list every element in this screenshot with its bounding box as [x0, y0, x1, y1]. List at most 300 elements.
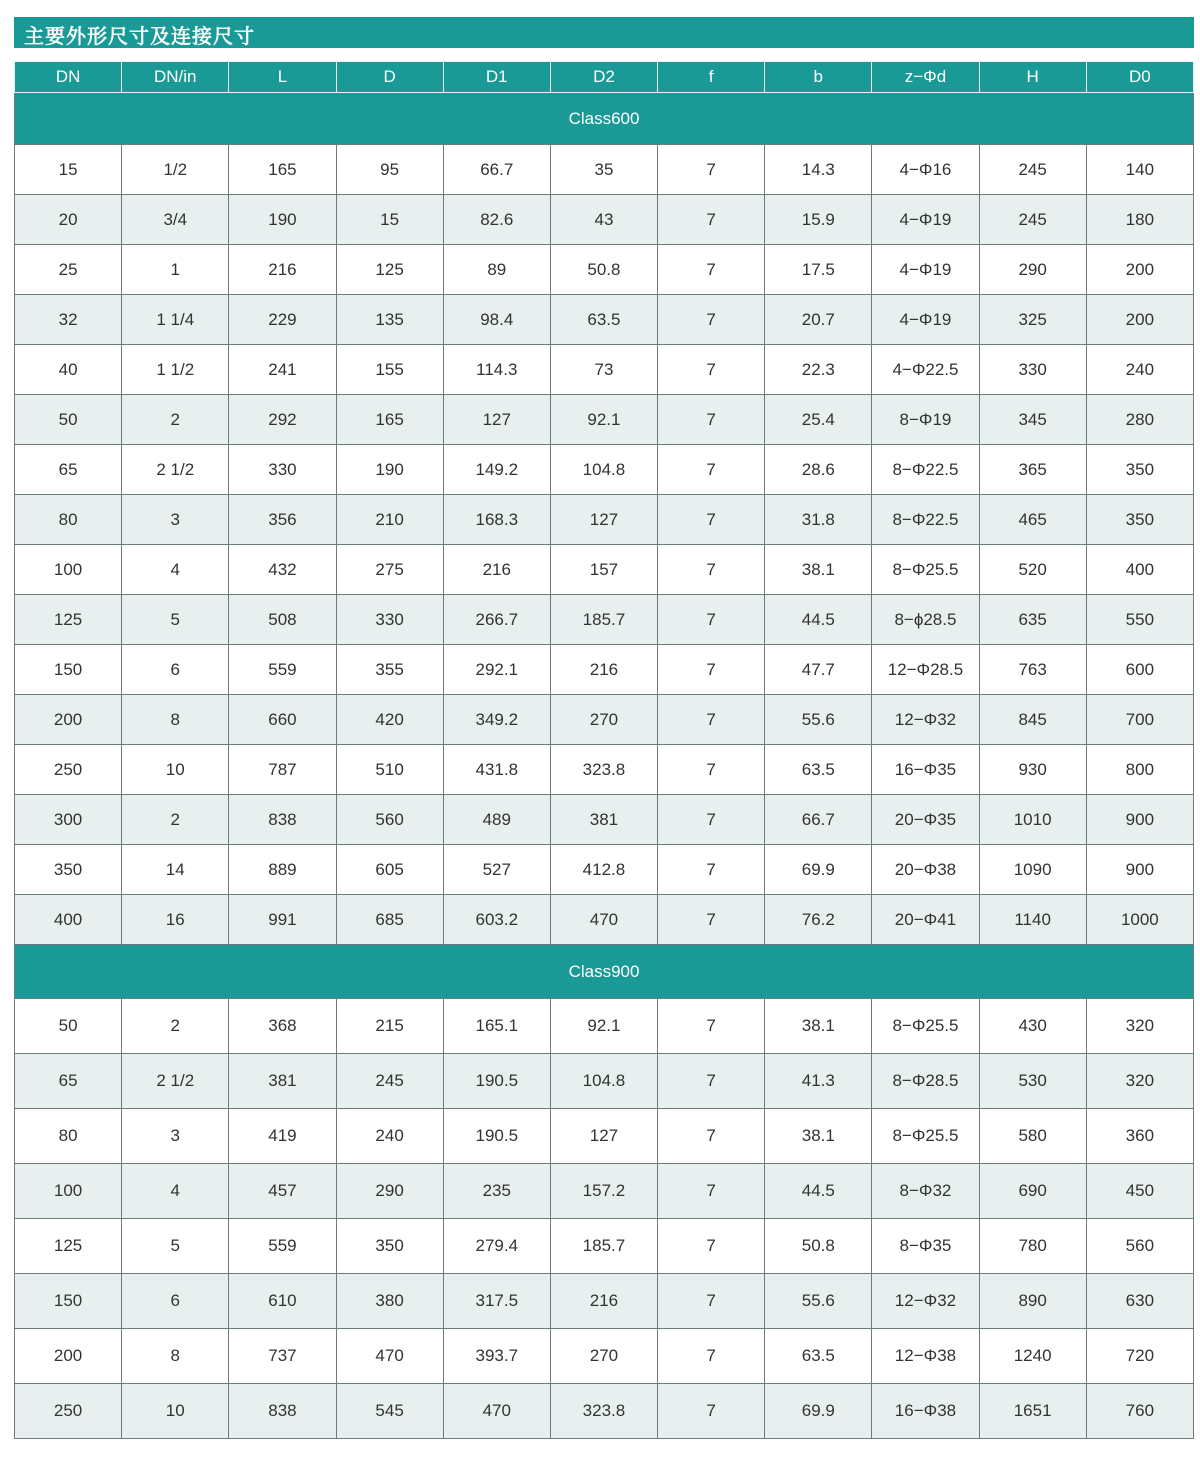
table-cell: 266.7 [443, 595, 550, 645]
table-row [15, 1329, 1194, 1384]
title-bar [14, 17, 1194, 48]
table-cell: 431.8 [443, 745, 550, 795]
column-header: D1 [443, 62, 550, 93]
table-row [15, 999, 1194, 1054]
table-cell: 95 [336, 145, 443, 195]
table-cell: 50 [15, 999, 122, 1054]
table-cell: 350 [1086, 445, 1193, 495]
table-cell: 89 [443, 245, 550, 295]
table-cell: 12−Φ38 [872, 1329, 979, 1384]
table-cell: 65 [15, 1054, 122, 1109]
table-cell: 465 [979, 495, 1086, 545]
table-cell: 104.8 [550, 1054, 657, 1109]
table-cell: 8−Φ25.5 [872, 1109, 979, 1164]
table-cell: 610 [229, 1274, 336, 1329]
table-cell: 210 [336, 495, 443, 545]
table-cell: 470 [443, 1384, 550, 1439]
table-cell: 420 [336, 695, 443, 745]
table-cell: 280 [1086, 395, 1193, 445]
table-cell: 100 [15, 1164, 122, 1219]
table-cell: 47.7 [765, 645, 872, 695]
page-title: 主要外形尺寸及连接尺寸 [24, 24, 255, 48]
table-cell: 787 [229, 745, 336, 795]
table-cell: 114.3 [443, 345, 550, 395]
table-cell: 235 [443, 1164, 550, 1219]
table-cell: 63.5 [765, 745, 872, 795]
table-cell: 65 [15, 445, 122, 495]
table-cell: 323.8 [550, 745, 657, 795]
table-cell: 270 [550, 1329, 657, 1384]
table-cell: 4 [122, 545, 229, 595]
table-cell: 127 [550, 495, 657, 545]
table-cell: 685 [336, 895, 443, 945]
table-cell: 73 [550, 345, 657, 395]
column-header: D2 [550, 62, 657, 93]
table-row [15, 1054, 1194, 1109]
table-cell: 190.5 [443, 1054, 550, 1109]
table-cell: 165.1 [443, 999, 550, 1054]
table-row [15, 745, 1194, 795]
table-cell: 1/2 [122, 145, 229, 195]
table-cell: 838 [229, 795, 336, 845]
table-cell: 190.5 [443, 1109, 550, 1164]
table-cell: 7 [658, 999, 765, 1054]
table-cell: 550 [1086, 595, 1193, 645]
table-cell: 55.6 [765, 695, 872, 745]
table-cell: 7 [658, 395, 765, 445]
table-cell: 92.1 [550, 395, 657, 445]
table-cell: 279.4 [443, 1219, 550, 1274]
table-cell: 7 [658, 1274, 765, 1329]
table-cell: 185.7 [550, 595, 657, 645]
table-cell: 28.6 [765, 445, 872, 495]
table-cell: 14 [122, 845, 229, 895]
table-cell: 7 [658, 845, 765, 895]
table-cell: 98.4 [443, 295, 550, 345]
table-cell: 200 [15, 1329, 122, 1384]
table-cell: 149.2 [443, 445, 550, 495]
table-cell: 381 [229, 1054, 336, 1109]
table-cell: 31.8 [765, 495, 872, 545]
table-cell: 3/4 [122, 195, 229, 245]
table-cell: 44.5 [765, 595, 872, 645]
table-cell: 7 [658, 1384, 765, 1439]
table-cell: 7 [658, 795, 765, 845]
table-row [15, 345, 1194, 395]
table-cell: 15 [336, 195, 443, 245]
section-label: Class900 [15, 945, 1194, 999]
table-cell: 8−Φ32 [872, 1164, 979, 1219]
table-cell: 200 [1086, 295, 1193, 345]
table-cell: 300 [15, 795, 122, 845]
table-cell: 104.8 [550, 445, 657, 495]
column-header: z−Φd [872, 62, 979, 93]
table-cell: 330 [336, 595, 443, 645]
table-cell: 350 [336, 1219, 443, 1274]
table-cell: 600 [1086, 645, 1193, 695]
table-cell: 8−Φ25.5 [872, 999, 979, 1054]
table-cell: 8−ϕ28.5 [872, 595, 979, 645]
table-cell: 185.7 [550, 1219, 657, 1274]
table-cell: 838 [229, 1384, 336, 1439]
table-row [15, 895, 1194, 945]
table-cell: 690 [979, 1164, 1086, 1219]
table-cell: 150 [15, 1274, 122, 1329]
table-cell: 38.1 [765, 1109, 872, 1164]
table-cell: 250 [15, 745, 122, 795]
table-cell: 1140 [979, 895, 1086, 945]
table-cell: 559 [229, 1219, 336, 1274]
table-cell: 12−Φ28.5 [872, 645, 979, 695]
table-cell: 40 [15, 345, 122, 395]
table-cell: 430 [979, 999, 1086, 1054]
table-cell: 135 [336, 295, 443, 345]
table-cell: 12−Φ32 [872, 695, 979, 745]
table-cell: 400 [15, 895, 122, 945]
table-cell: 760 [1086, 1384, 1193, 1439]
table-cell: 7 [658, 695, 765, 745]
table-cell: 7 [658, 1164, 765, 1219]
table-cell: 200 [15, 695, 122, 745]
table-cell: 345 [979, 395, 1086, 445]
table-cell: 25.4 [765, 395, 872, 445]
table-cell: 845 [979, 695, 1086, 745]
table-cell: 216 [550, 645, 657, 695]
table-cell: 16 [122, 895, 229, 945]
table-cell: 270 [550, 695, 657, 745]
table-cell: 700 [1086, 695, 1193, 745]
table-cell: 4−Φ19 [872, 195, 979, 245]
table-cell: 7 [658, 645, 765, 695]
table-cell: 393.7 [443, 1329, 550, 1384]
table-cell: 7 [658, 1054, 765, 1109]
table-cell: 10 [122, 745, 229, 795]
table-cell: 1000 [1086, 895, 1193, 945]
table-cell: 20 [15, 195, 122, 245]
table-cell: 470 [336, 1329, 443, 1384]
table-cell: 127 [443, 395, 550, 445]
table-cell: 5 [122, 595, 229, 645]
table-cell: 66.7 [765, 795, 872, 845]
table-cell: 20−Φ35 [872, 795, 979, 845]
table-cell: 100 [15, 545, 122, 595]
table-cell: 2 1/2 [122, 1054, 229, 1109]
table-cell: 559 [229, 645, 336, 695]
table-cell: 7 [658, 295, 765, 345]
table-cell: 22.3 [765, 345, 872, 395]
table-cell: 3 [122, 495, 229, 545]
column-header: D0 [1086, 62, 1193, 93]
table-cell: 991 [229, 895, 336, 945]
table-row [15, 795, 1194, 845]
table-cell: 4 [122, 1164, 229, 1219]
table-cell: 355 [336, 645, 443, 695]
column-header: DN [15, 62, 122, 93]
table-cell: 1090 [979, 845, 1086, 895]
table-cell: 350 [15, 845, 122, 895]
section-label: Class600 [15, 93, 1194, 145]
table-row [15, 645, 1194, 695]
table-cell: 7 [658, 195, 765, 245]
table-cell: 660 [229, 695, 336, 745]
table-cell: 381 [550, 795, 657, 845]
table-cell: 7 [658, 345, 765, 395]
table-cell: 763 [979, 645, 1086, 695]
table-cell: 330 [979, 345, 1086, 395]
table-cell: 8−Φ35 [872, 1219, 979, 1274]
table-cell: 1651 [979, 1384, 1086, 1439]
table-cell: 323.8 [550, 1384, 657, 1439]
table-cell: 240 [1086, 345, 1193, 395]
table-cell: 8−Φ25.5 [872, 545, 979, 595]
table-cell: 140 [1086, 145, 1193, 195]
table-row [15, 495, 1194, 545]
table-cell: 1 1/4 [122, 295, 229, 345]
table-cell: 168.3 [443, 495, 550, 545]
table-cell: 92.1 [550, 999, 657, 1054]
table-cell: 360 [1086, 1109, 1193, 1164]
table-cell: 245 [979, 145, 1086, 195]
table-cell: 125 [15, 1219, 122, 1274]
table-cell: 889 [229, 845, 336, 895]
table-cell: 241 [229, 345, 336, 395]
table-cell: 320 [1086, 999, 1193, 1054]
table-cell: 3 [122, 1109, 229, 1164]
table-cell: 320 [1086, 1054, 1193, 1109]
table-cell: 14.3 [765, 145, 872, 195]
table-cell: 545 [336, 1384, 443, 1439]
table-cell: 125 [336, 245, 443, 295]
table-cell: 292.1 [443, 645, 550, 695]
table-row [15, 295, 1194, 345]
table-cell: 7 [658, 495, 765, 545]
table-cell: 7 [658, 745, 765, 795]
table-cell: 2 [122, 795, 229, 845]
table-cell: 720 [1086, 1329, 1193, 1384]
table-cell: 250 [15, 1384, 122, 1439]
column-header: H [979, 62, 1086, 93]
table-cell: 80 [15, 1109, 122, 1164]
table-cell: 400 [1086, 545, 1193, 595]
table-cell: 8−Φ19 [872, 395, 979, 445]
table-cell: 165 [336, 395, 443, 445]
column-header: f [658, 62, 765, 93]
table-row [15, 1219, 1194, 1274]
table-cell: 457 [229, 1164, 336, 1219]
table-cell: 16−Φ35 [872, 745, 979, 795]
table-cell: 8−Φ22.5 [872, 495, 979, 545]
table-cell: 4−Φ16 [872, 145, 979, 195]
table-cell: 380 [336, 1274, 443, 1329]
column-header: b [765, 62, 872, 93]
table-cell: 737 [229, 1329, 336, 1384]
table-cell: 508 [229, 595, 336, 645]
table-cell: 50 [15, 395, 122, 445]
table-cell: 7 [658, 245, 765, 295]
table-cell: 240 [336, 1109, 443, 1164]
table-cell: 2 [122, 999, 229, 1054]
table-row [15, 695, 1194, 745]
table-row [15, 1384, 1194, 1439]
table-cell: 17.5 [765, 245, 872, 295]
table-cell: 330 [229, 445, 336, 495]
table-cell: 635 [979, 595, 1086, 645]
table-cell: 520 [979, 545, 1086, 595]
table-cell: 20−Φ41 [872, 895, 979, 945]
table-cell: 127 [550, 1109, 657, 1164]
table-cell: 890 [979, 1274, 1086, 1329]
table-cell: 4−Φ19 [872, 295, 979, 345]
table-cell: 1240 [979, 1329, 1086, 1384]
table-cell: 368 [229, 999, 336, 1054]
table-cell: 190 [229, 195, 336, 245]
table-row [15, 845, 1194, 895]
table-cell: 15.9 [765, 195, 872, 245]
table-cell: 41.3 [765, 1054, 872, 1109]
table-cell: 165 [229, 145, 336, 195]
table-cell: 12−Φ32 [872, 1274, 979, 1329]
table-cell: 489 [443, 795, 550, 845]
table-cell: 38.1 [765, 999, 872, 1054]
table-cell: 7 [658, 895, 765, 945]
table-cell: 290 [979, 245, 1086, 295]
table-cell: 7 [658, 1109, 765, 1164]
table-cell: 630 [1086, 1274, 1193, 1329]
table-cell: 63.5 [765, 1329, 872, 1384]
table-cell: 216 [550, 1274, 657, 1329]
table-cell: 800 [1086, 745, 1193, 795]
table-row [15, 1109, 1194, 1164]
table-cell: 229 [229, 295, 336, 345]
table-row [15, 545, 1194, 595]
column-header: D [336, 62, 443, 93]
table-cell: 7 [658, 1219, 765, 1274]
table-cell: 7 [658, 445, 765, 495]
table-cell: 216 [443, 545, 550, 595]
table-cell: 155 [336, 345, 443, 395]
table-row [15, 395, 1194, 445]
table-cell: 50.8 [550, 245, 657, 295]
column-header: DN/in [122, 62, 229, 93]
table-cell: 4−Φ22.5 [872, 345, 979, 395]
table-cell: 350 [1086, 495, 1193, 545]
table-cell: 603.2 [443, 895, 550, 945]
table-row [15, 1274, 1194, 1329]
dimension-table [14, 61, 1194, 1439]
table-cell: 43 [550, 195, 657, 245]
table-cell: 157 [550, 545, 657, 595]
table-cell: 80 [15, 495, 122, 545]
table-header-row [15, 62, 1194, 93]
table-cell: 35 [550, 145, 657, 195]
table-cell: 365 [979, 445, 1086, 495]
table-cell: 55.6 [765, 1274, 872, 1329]
table-cell: 180 [1086, 195, 1193, 245]
table-cell: 325 [979, 295, 1086, 345]
table-cell: 82.6 [443, 195, 550, 245]
table-cell: 419 [229, 1109, 336, 1164]
table-cell: 6 [122, 1274, 229, 1329]
table-cell: 32 [15, 295, 122, 345]
table-cell: 6 [122, 645, 229, 695]
table-cell: 15 [15, 145, 122, 195]
table-cell: 7 [658, 145, 765, 195]
table-cell: 290 [336, 1164, 443, 1219]
column-header: L [229, 62, 336, 93]
table-cell: 292 [229, 395, 336, 445]
table-cell: 157.2 [550, 1164, 657, 1219]
table-cell: 44.5 [765, 1164, 872, 1219]
table-cell: 25 [15, 245, 122, 295]
table-cell: 605 [336, 845, 443, 895]
table-cell: 900 [1086, 845, 1193, 895]
table-cell: 7 [658, 1329, 765, 1384]
table-cell: 930 [979, 745, 1086, 795]
table-cell: 900 [1086, 795, 1193, 845]
table-cell: 275 [336, 545, 443, 595]
table-cell: 432 [229, 545, 336, 595]
table-cell: 580 [979, 1109, 1086, 1164]
table-cell: 527 [443, 845, 550, 895]
table-cell: 20−Φ38 [872, 845, 979, 895]
table-cell: 69.9 [765, 845, 872, 895]
table-cell: 200 [1086, 245, 1193, 295]
table-row [15, 245, 1194, 295]
table-cell: 69.9 [765, 1384, 872, 1439]
table-cell: 2 [122, 395, 229, 445]
table-cell: 66.7 [443, 145, 550, 195]
table-row [15, 595, 1194, 645]
table-cell: 349.2 [443, 695, 550, 745]
table-cell: 780 [979, 1219, 1086, 1274]
table-cell: 63.5 [550, 295, 657, 345]
table-cell: 8 [122, 1329, 229, 1384]
table-cell: 125 [15, 595, 122, 645]
table-cell: 317.5 [443, 1274, 550, 1329]
table-row [15, 195, 1194, 245]
table-cell: 1 [122, 245, 229, 295]
table-cell: 450 [1086, 1164, 1193, 1219]
table-row [15, 1164, 1194, 1219]
table-cell: 1010 [979, 795, 1086, 845]
table-cell: 4−Φ19 [872, 245, 979, 295]
table-cell: 7 [658, 545, 765, 595]
table-cell: 8−Φ28.5 [872, 1054, 979, 1109]
table-cell: 216 [229, 245, 336, 295]
table-cell: 38.1 [765, 545, 872, 595]
table-body [15, 62, 1194, 1439]
table-cell: 510 [336, 745, 443, 795]
table-cell: 560 [1086, 1219, 1193, 1274]
table-cell: 412.8 [550, 845, 657, 895]
table-cell: 150 [15, 645, 122, 695]
table-cell: 356 [229, 495, 336, 545]
table-cell: 245 [336, 1054, 443, 1109]
table-cell: 50.8 [765, 1219, 872, 1274]
table-cell: 2 1/2 [122, 445, 229, 495]
table-cell: 7 [658, 595, 765, 645]
table-cell: 530 [979, 1054, 1086, 1109]
table-cell: 5 [122, 1219, 229, 1274]
section-header-row [15, 945, 1194, 999]
table-cell: 470 [550, 895, 657, 945]
table-cell: 1 1/2 [122, 345, 229, 395]
table-cell: 560 [336, 795, 443, 845]
table-cell: 10 [122, 1384, 229, 1439]
table-cell: 76.2 [765, 895, 872, 945]
table-row [15, 145, 1194, 195]
table-cell: 20.7 [765, 295, 872, 345]
